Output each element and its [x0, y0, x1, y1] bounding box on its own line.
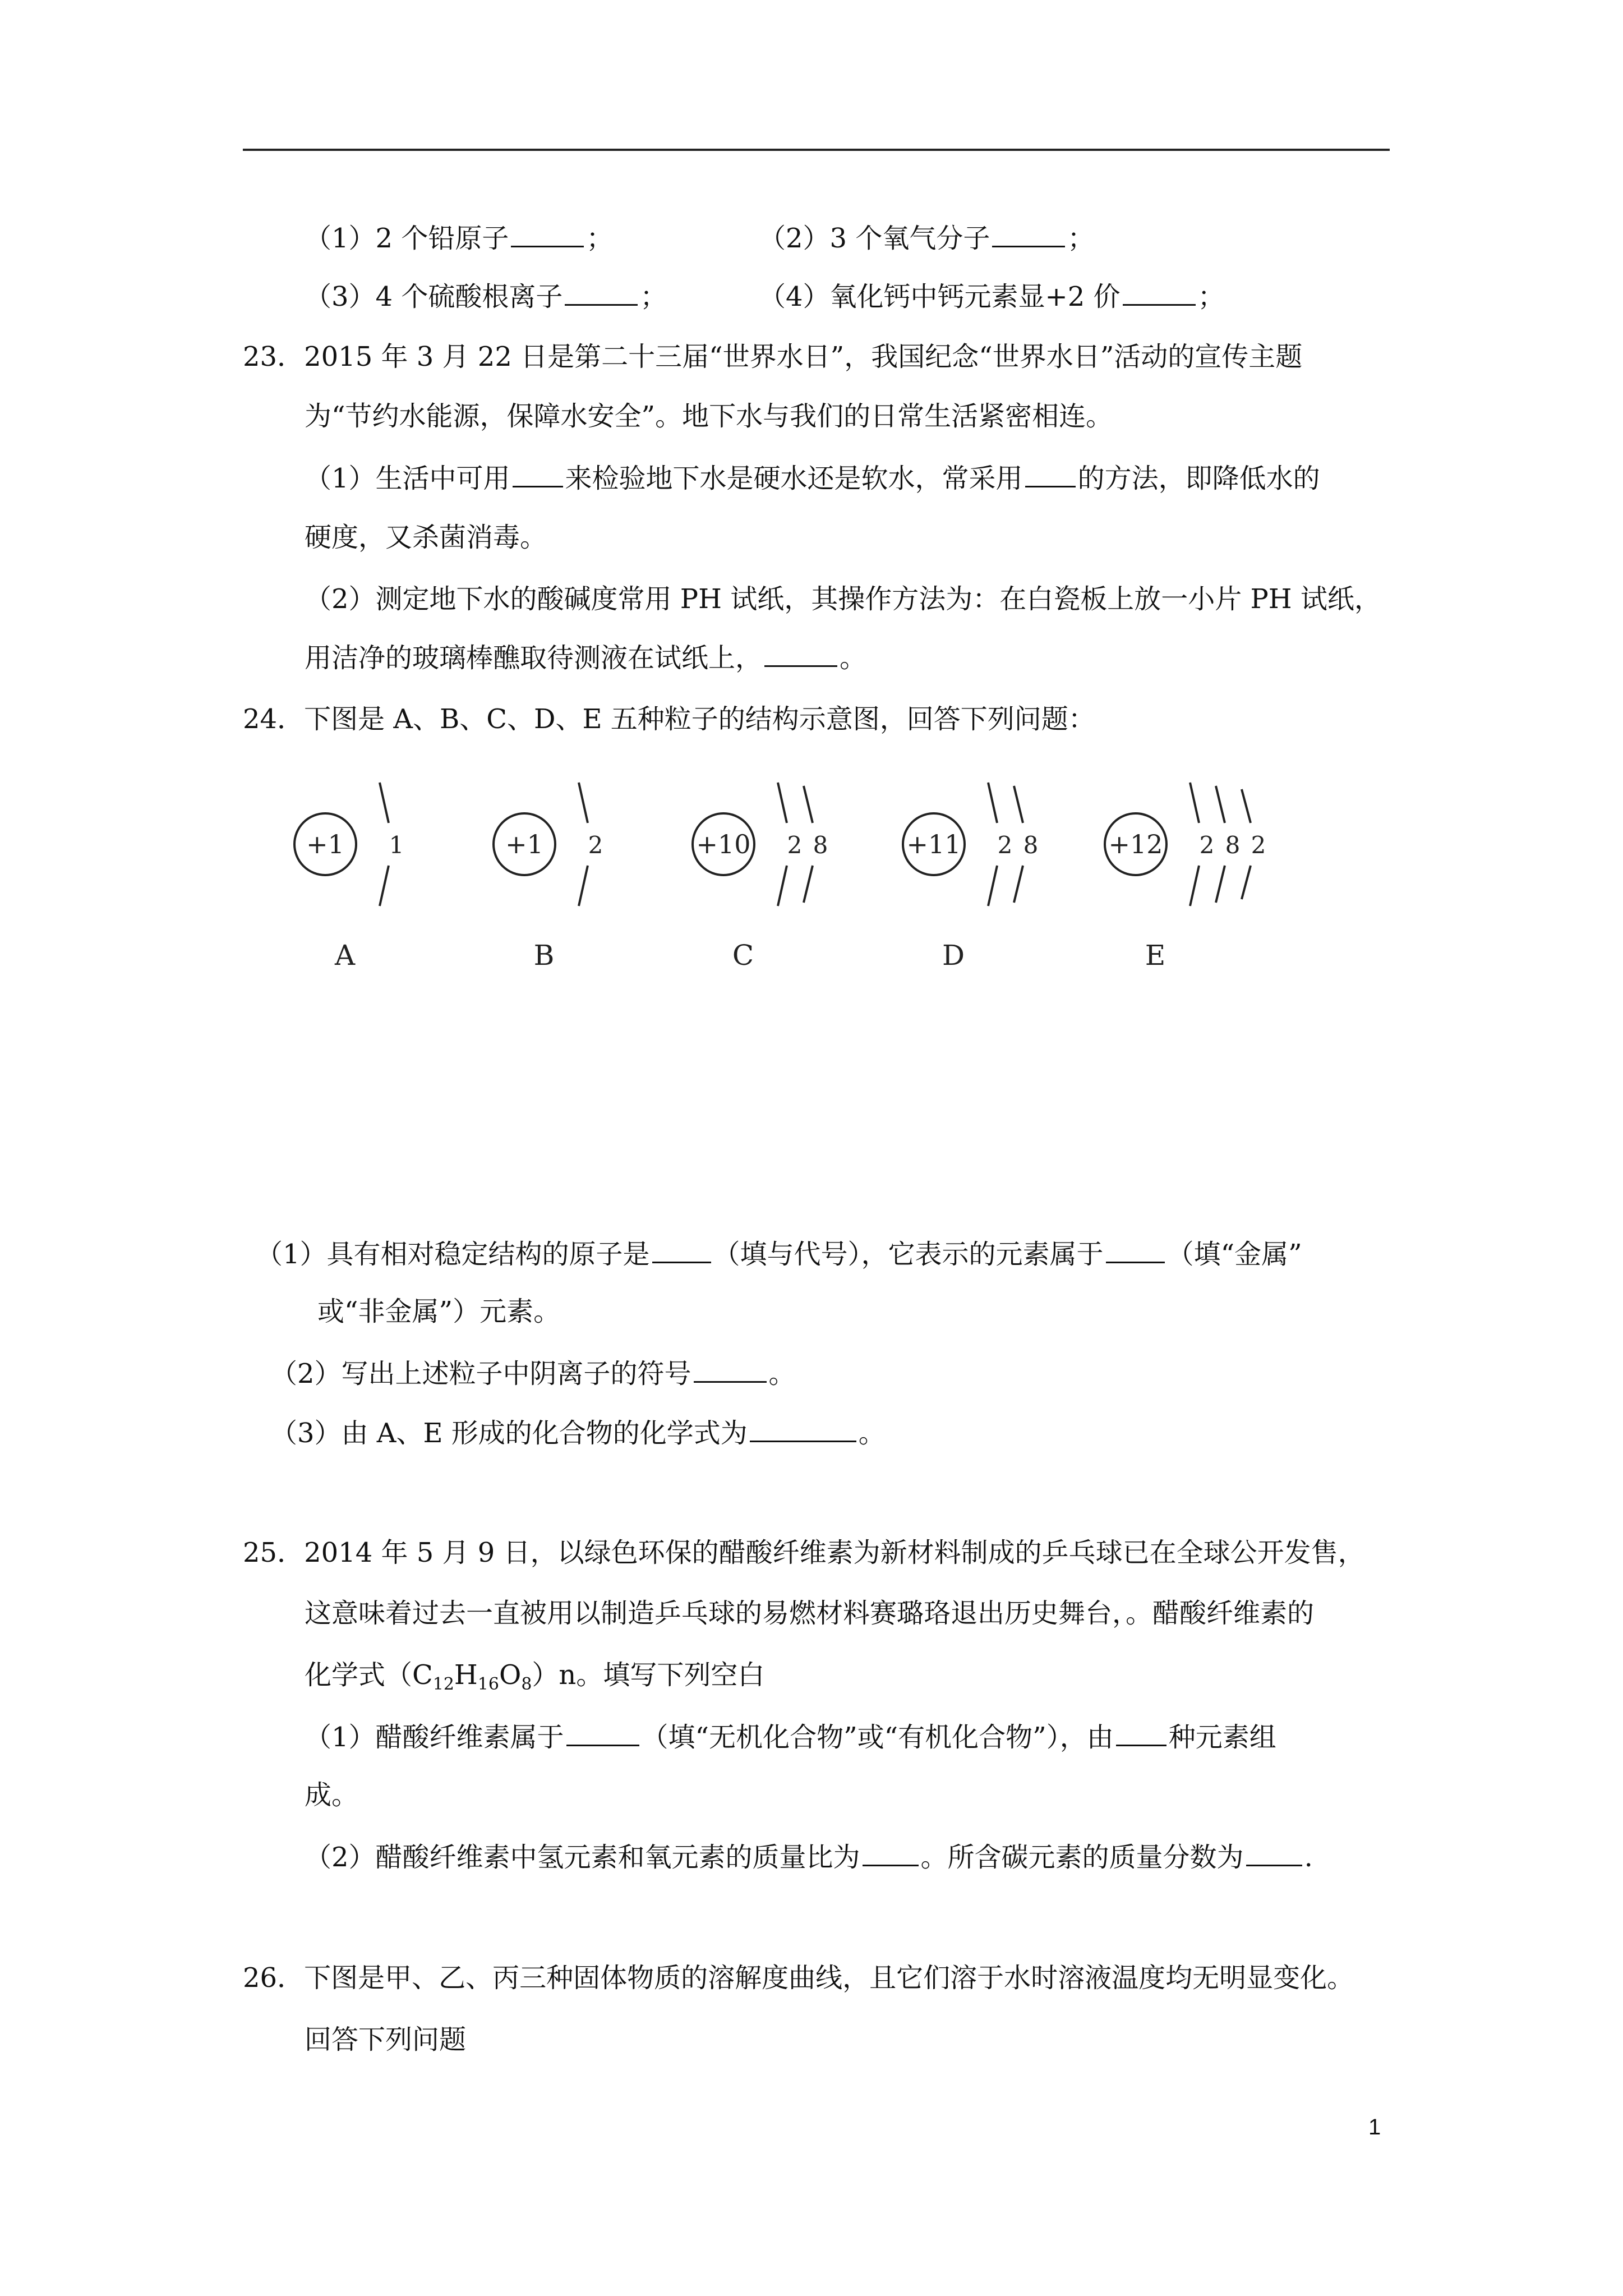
q22-item-3: （3）4 个硫酸根离子 ；	[305, 279, 667, 314]
q23-line-6: 用洁净的玻璃棒醮取待测液在试纸上， 。	[305, 641, 866, 675]
shell-electron-count: 2	[588, 831, 603, 859]
q23-line-2: 为“节约水能源，保障水安全”。地下水与我们的日常生活紧密相连。	[305, 401, 1113, 432]
shell-arc	[380, 866, 389, 906]
shell-arc	[804, 866, 813, 903]
particle-structure-diagram	[280, 757, 1301, 982]
shell-arc	[1014, 786, 1023, 823]
shell-electron-count: 2	[997, 831, 1013, 859]
shell-arc	[1242, 866, 1251, 899]
shell-arc	[988, 783, 997, 823]
q25-sub-1-cont: 成。	[305, 1779, 359, 1811]
q24-sub-3: （3）由 A、E 形成的化合物的化学式为 。	[270, 1416, 886, 1450]
q25-sub-1: （1）醋酸纤维素属于 （填“无机化合物”或“有机化合物”），由 种元素组	[305, 1720, 1276, 1754]
q25-formula-line: 化学式$(C_{12}H_{16}O_8)n$。填写下列空白	[305, 1659, 765, 1694]
nucleus-charge: +12	[1108, 829, 1163, 859]
q24-intro: 24．下图是 A、B、C、D、E 五种粒子的结构示意图，回答下列问题：	[243, 703, 1095, 735]
nucleus-charge: +10	[696, 829, 751, 859]
shell-arc	[1014, 866, 1023, 903]
q26-line-2: 回答下列问题	[305, 2024, 467, 2055]
q24-sub-2: （2）写出上述粒子中阴离子的符号 。	[270, 1356, 796, 1391]
shell-electron-count: 2	[787, 831, 803, 859]
nucleus-charge: +11	[906, 829, 961, 859]
q24-sub-1: （1）具有相对稳定结构的原子是 （填与代号），它表示的元素属于 （填“金属”	[256, 1237, 1302, 1271]
particle-label: B	[533, 939, 555, 972]
shell-arc	[1242, 789, 1251, 823]
shell-arc	[778, 866, 787, 906]
shell-electron-count: 2	[1199, 831, 1215, 859]
q22-item-2: （2）3 个氧气分子 ；	[759, 221, 1094, 255]
shell-arc	[1216, 866, 1225, 903]
q23-line-3: （1）生活中可用 来检验地下水是硬水还是软水，常采用 的方法，即降低水的	[305, 461, 1320, 495]
q25-sub-2: （2）醋酸纤维素中氢元素和氧元素的质量比为 。所含碳元素的质量分数为 .	[305, 1840, 1313, 1874]
q24-sub-1-cont: 或“非金属”）元素。	[317, 1296, 561, 1327]
shell-electron-count: 8	[1225, 831, 1241, 859]
header-rule	[243, 149, 1390, 151]
nucleus-charge: +1	[306, 829, 344, 859]
q25-line-2: 这意味着过去一直被用以制造乒乓球的易燃材料赛璐珞退出历史舞台，。醋酸纤维素的	[305, 1598, 1315, 1629]
shell-arc	[1216, 786, 1225, 823]
q23-line-4: 硬度，又杀菌消毒。	[305, 522, 547, 553]
shell-electron-count: 8	[813, 831, 828, 859]
shell-electron-count: 2	[1251, 831, 1266, 859]
particle-label: C	[732, 939, 754, 972]
q22-item-4: （4）氧化钙中钙元素显+2 价 ；	[759, 279, 1225, 314]
q22-item-1: （1）2 个铅原子 ；	[305, 221, 613, 255]
page-number: 1	[1368, 2115, 1381, 2139]
q23-line-1: 23．2015 年 3 月 22 日是第二十三届“世界水日”，我国纪念“世界水日”活动的宣传主题	[243, 341, 1303, 372]
shell-electron-count: 1	[389, 831, 404, 859]
shell-arc	[1190, 783, 1199, 823]
particle-label: D	[942, 939, 965, 972]
shell-arc	[988, 866, 997, 906]
shell-arc	[804, 786, 813, 823]
shell-arc	[1190, 866, 1199, 906]
shell-arc	[579, 783, 588, 823]
particle-label: E	[1145, 939, 1166, 972]
q23-line-5: （2）测定地下水的酸碱度常用 PH 试纸，其操作方法为：在白瓷板上放一小片 PH 试纸，	[305, 583, 1381, 615]
shell-electron-count: 8	[1023, 831, 1039, 859]
shell-arc	[380, 783, 389, 823]
shell-arc	[778, 783, 787, 823]
nucleus-charge: +1	[505, 829, 543, 859]
q25-line-1: 25．2014 年 5 月 9 日，以绿色环保的醋酸纤维素为新材料制成的乒乓球已在全球公开发售，	[243, 1537, 1365, 1568]
shell-arc	[579, 866, 588, 906]
particle-label: A	[334, 939, 356, 972]
q26-line-1: 26．下图是甲、乙、丙三种固体物质的溶解度曲线，且它们溶于水时溶液温度均无明显变化。	[243, 1962, 1354, 1994]
